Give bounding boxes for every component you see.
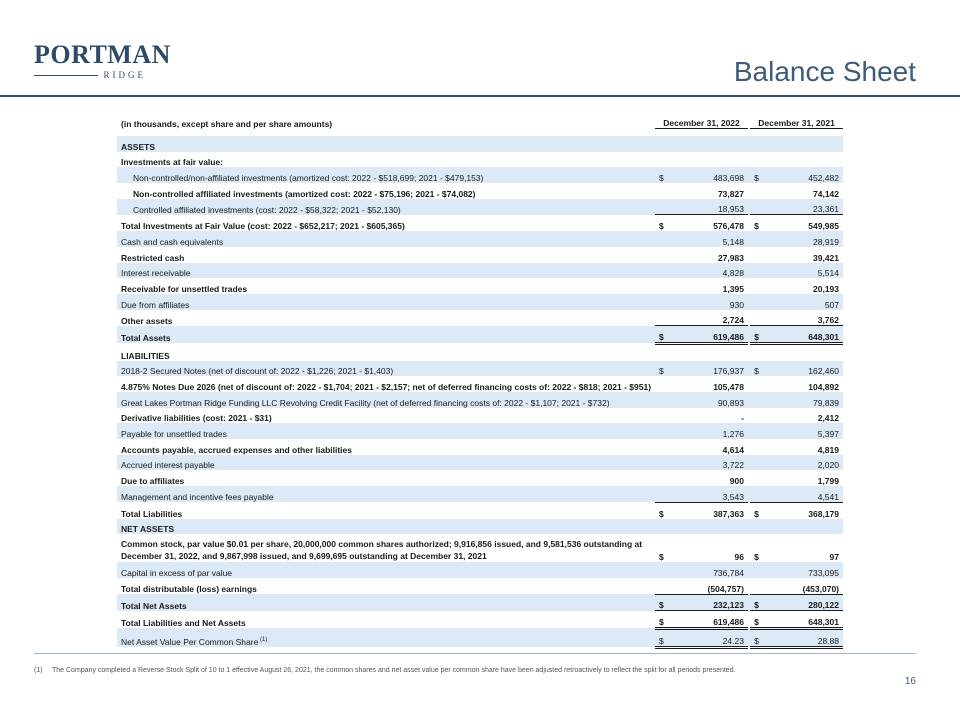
value-2022: 2,724 [722,315,744,326]
row-label: Total distributable (loss) earnings [121,584,257,595]
row-label: Great Lakes Portman Ridge Funding LLC Revolving Credit Facility (net of deferred financing costs of: 2022 - $1,107; 2021 - $732) [117,392,655,408]
value-2022: 3,543 [671,486,747,502]
currency-2022 [655,247,671,263]
value-2022: 24.23 [671,628,747,647]
value-2021: 5,397 [766,423,843,439]
table-row [117,247,843,263]
value-2022: 4,614 [722,444,744,455]
value-2021: 452,482 [766,167,843,183]
row-label: Net Asset Value Per Common Share $^{(1)}$ [117,628,655,647]
value-2022: 3,722 [671,455,747,471]
page-title: Balance Sheet [733,56,916,87]
value-2022: 90,893 [671,392,747,408]
row-label: LIABILITIES [121,350,170,361]
row-label: Accounts payable, accrued expenses and other liabilities [121,444,352,455]
value-2021 [766,152,843,168]
table-row [117,199,843,215]
table-row [117,361,843,377]
row-label: Restricted cash [121,252,185,263]
value-2021: 28.88 [766,628,843,647]
value-2022: 736,784 [671,562,747,578]
value-2022: 232,123 [671,594,747,611]
row-label: ASSETS [117,136,655,152]
value-2021 [766,136,843,152]
portman-ridge-logo [34,40,171,80]
footnote-text: The Company completed a Reverse Stock Split of 10 to 1 effective August 26, 2021, the common shares and net asset value per common share have been adjusted retroactively to reflect the split for all periods presented. [52,667,736,674]
value-2021: 4,819 [817,444,839,455]
logo-wordmark: PORTMAN [34,40,171,69]
value-2021: 79,839 [766,392,843,408]
logo-sub-row [34,70,146,80]
row-label: Common stock, par value $0.01 per share, 20,000,000 common shares authorized; 9,916,856 issued, and 9,581,536 outstanding at December 31, 2022, and 9,867,998 issued, and 9,699,695 outstanding at December 31, 2021 [121,539,643,562]
value-2021: 162,460 [766,361,843,377]
currency-2021: $ [750,326,766,344]
currency-2021 [750,562,766,578]
row-label: Total Investments at Fair Value (cost: 2022 - $652,217; 2021 - $605,365) [121,221,405,232]
currency-2021: $ [750,611,766,629]
footnote-ref: (1) [258,637,268,644]
value-2022: (504,757) [707,583,744,594]
spacer-row [117,129,843,137]
row-label: Interest receivable [117,263,655,279]
units-label: (in thousands, except share and per share amounts) [117,110,655,129]
table-row [117,455,843,471]
row-label: Due from affiliates [117,294,655,310]
table-row [117,562,843,578]
value-2021: 28,919 [766,231,843,247]
currency-2021 [750,199,766,215]
value-2021 [766,343,843,360]
currency-2022 [655,486,671,502]
row-label: NET ASSETS [117,519,655,535]
currency-2022 [655,136,671,152]
currency-2021: $ [750,628,766,647]
value-2022 [671,152,747,168]
currency-2022 [655,423,671,439]
table-row [117,263,843,279]
currency-2022 [655,392,671,408]
currency-2021 [750,247,766,263]
table-row [117,439,843,455]
value-2022: 5,148 [671,231,747,247]
value-2022: 18,953 [671,199,747,215]
value-2022: 4,828 [671,263,747,279]
value-2022: 1,276 [671,423,747,439]
row-label: Payable for unsettled trades [117,423,655,439]
value-2022: 176,937 [671,361,747,377]
table-row [117,310,843,326]
page-number: 16 [904,676,916,687]
currency-2021 [750,423,766,439]
currency-2021 [750,152,766,168]
table-row [117,611,843,629]
value-2022: 619,486 [671,326,747,344]
table-row [117,231,843,247]
currency-2021 [750,376,766,392]
balance-sheet-table [117,110,843,649]
currency-2021 [750,278,766,294]
table-row [117,167,843,183]
row-label: Investments at fair value: [121,157,224,168]
currency-2022 [655,519,671,535]
value-2021: 74,142 [813,188,839,199]
currency-2022 [655,439,671,455]
currency-2022 [655,231,671,247]
row-label: Accrued interest payable [117,455,655,471]
table-row [117,628,843,647]
table-row [117,423,843,439]
currency-2022 [655,408,671,424]
row-label: Total Assets [117,326,655,344]
value-2021: 104,892 [808,382,839,392]
table-row [117,392,843,408]
table-row [117,486,843,502]
row-label: Capital in excess of par value [117,562,655,578]
value-2021: (453,070) [802,583,839,594]
currency-2022: $ [655,167,671,183]
row-label: 2018-2 Secured Notes (net of discount of: 2022 - $1,226; 2021 - $1,403) [117,361,655,377]
value-2022: 27,983 [717,252,744,263]
row-label: Total Net Assets [117,594,655,611]
header-divider [0,95,960,97]
table-row [117,578,843,594]
value-2021: 2,020 [766,455,843,471]
footnote [34,667,736,674]
table-row [117,502,843,518]
value-2021: 39,421 [813,252,839,263]
currency-2022 [655,278,671,294]
table-row [117,326,843,344]
currency-2021 [750,231,766,247]
table-row [117,215,843,231]
value-2022: 1,395 [722,283,744,294]
value-2021: 507 [766,294,843,310]
value-2021: 733,095 [766,562,843,578]
currency-2021 [750,263,766,279]
currency-2022 [655,455,671,471]
value-2021: 4,541 [766,486,843,502]
column-header-2022: December 31, 2022 [655,110,748,129]
currency-2021 [750,343,766,360]
currency-2021 [750,136,766,152]
currency-2021 [750,439,766,455]
currency-2021: $ [750,167,766,183]
value-2021 [766,519,843,535]
currency-2021: $ [750,594,766,611]
currency-2021: $ [754,552,759,563]
value-2021: 648,301 [766,611,843,629]
value-2022 [671,343,747,360]
currency-2022: $ [655,326,671,344]
currency-2022 [655,199,671,215]
currency-2022: $ [655,215,671,231]
currency-2022: $ [655,611,671,629]
row-label: Total Liabilities [121,508,183,519]
row-label: Receivable for unsettled trades [121,283,248,294]
row-label: Controlled affiliated investments (cost: 2022 - $58,322; 2021 - $52,130) [117,199,655,215]
value-2021: 1,799 [817,476,839,487]
footer-divider [34,653,916,654]
table-row [117,278,843,294]
currency-2021 [750,470,766,486]
currency-2022: $ [655,628,671,647]
column-header-2021: December 31, 2021 [750,110,843,129]
currency-2022: $ [655,361,671,377]
currency-2021 [750,294,766,310]
table-row [117,136,843,152]
currency-2021 [750,519,766,535]
currency-2022 [655,152,671,168]
table-row [117,343,843,360]
value-2021: 549,985 [766,215,843,231]
table-header-row [117,110,843,129]
currency-2021: $ [750,215,766,231]
table-row [117,594,843,611]
logo-rule [34,75,98,76]
value-2021: 2,412 [817,413,839,424]
table-row [117,152,843,168]
value-2022 [671,519,747,535]
value-2021: 280,122 [766,594,843,611]
table-row [117,470,843,486]
value-2021: 23,361 [766,199,843,215]
table-row [117,376,843,392]
row-label: Non-controlled affiliated investments (amortized cost: 2022 - $75,196; 2021 - $74,082) [133,188,476,199]
value-2022: 483,698 [671,167,747,183]
value-2021: 648,301 [766,326,843,344]
row-label: Due to affiliates [121,476,185,487]
currency-2021 [750,486,766,502]
value-2022: 105,478 [713,382,744,392]
currency-2022 [655,294,671,310]
table-row [117,294,843,310]
currency-2021 [750,578,766,594]
currency-2022 [655,578,671,594]
row-label: Management and incentive fees payable [117,486,655,502]
currency-2021: $ [750,502,766,518]
value-2021: 97 [829,552,839,563]
currency-2022 [655,343,671,360]
value-2021: 368,179 [766,502,843,518]
table-row [117,534,843,562]
value-2022: 900 [729,476,744,487]
currency-2022 [655,263,671,279]
row-label: Non-controlled/non-affiliated investments (amortized cost: 2022 - $518,699; 2021 - $479,153) [117,167,655,183]
currency-2021 [750,408,766,424]
currency-2022 [655,470,671,486]
currency-2022 [655,310,671,326]
row-label: Other assets [121,315,173,326]
value-2022: - [741,413,744,424]
value-2021: 20,193 [813,283,839,294]
currency-2022 [655,183,671,199]
value-2022: 96 [734,552,744,563]
row-label: Cash and cash equivalents [117,231,655,247]
footnote-mark: (1) [34,667,43,674]
currency-2022 [655,376,671,392]
table-row [117,408,843,424]
value-2022: 387,363 [671,502,747,518]
currency-2022: $ [655,594,671,611]
currency-2021 [750,392,766,408]
value-2022: 73,827 [717,188,744,199]
value-2022 [671,136,747,152]
value-2022: 576,478 [671,215,747,231]
currency-2021 [750,183,766,199]
table-row [117,519,843,535]
currency-2021 [750,455,766,471]
value-2021: 5,514 [766,263,843,279]
table-row [117,183,843,199]
currency-2022: $ [655,502,671,518]
currency-2021: $ [750,361,766,377]
currency-2022: $ [659,552,664,563]
row-label: Total Liabilities and Net Assets [121,618,246,629]
value-2022: 930 [671,294,747,310]
value-2021: 3,762 [817,315,839,326]
currency-2021 [750,310,766,326]
row-label: 4.875% Notes Due 2026 (net of discount of: 2022 - $1,704; 2021 - $2,157; net of deferred financing costs of: 2022 - $818; 2021 - $951) [121,382,652,392]
logo-subtitle: RIDGE [103,70,146,80]
currency-2022 [655,562,671,578]
value-2022: 619,486 [671,611,747,629]
row-label: Derivative liabilities (cost: 2021 - $31) [121,413,272,424]
